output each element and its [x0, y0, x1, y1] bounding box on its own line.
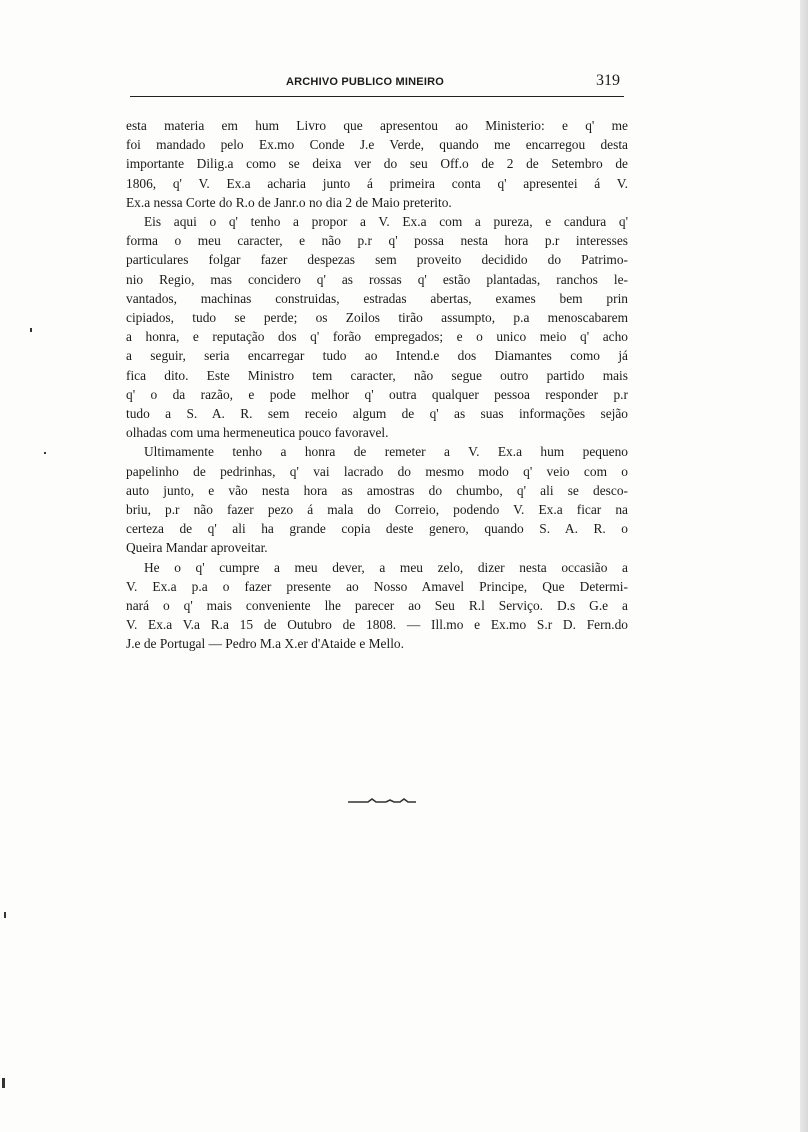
text-line: He o q' cumpre a meu dever, a meu zelo, dizer nesta occasião a [144, 559, 628, 575]
text-line: Queira Mandar aproveitar. [126, 540, 268, 556]
text-line: olhadas com uma hermeneutica pouco favoravel. [126, 425, 389, 441]
text-line: papelinho de pedrinhas, q' vai lacrado do mesmo modo q' veio com o [126, 463, 628, 479]
header-rule [130, 96, 624, 97]
text-line: V. Ex.a p.a o fazer presente ao Nosso Amavel Principe, Que Determi- [126, 578, 628, 594]
text-line: certeza de q' ali ha grande copia deste genero, quando S. A. R. o [126, 521, 628, 537]
text-line: V. Ex.a V.a R.a 15 de Outubro de 1808. — Ill.mo e Ex.mo S.r D. Fern.do [126, 617, 628, 633]
text-line: a seguir, seria encarregar tudo ao Intend.e dos Diamantes como já [126, 348, 628, 364]
text-line: foi mandado pelo Ex.mo Conde J.e Verde, quando me encarregou desta [126, 137, 628, 153]
text-line: particulares folgar fazer despezas sem proveito decidido do Patrimo- [126, 252, 628, 268]
paragraph-2 [126, 212, 628, 442]
text-line: Eis aqui o q' tenho a propor a V. Ex.a com a pureza, e candura q' [144, 214, 628, 230]
running-header [128, 72, 624, 94]
text-line: tudo a S. A. R. sem receio algum de q' as suas informações sejão [126, 406, 628, 422]
text-line: 1806, q' V. Ex.a acharia junto á primeira conta q' apresentei á V. [126, 175, 628, 191]
text-line: nará o q' mais conveniente lhe parecer ao Seu R.l Serviço. D.s G.e a [126, 598, 628, 614]
text-line: Ultimamente tenho a honra de remeter a V. Ex.a hum pequeno [144, 444, 628, 460]
text-line: auto junto, e vão nesta hora as amostras do chumbo, q' ali se desco- [126, 482, 628, 498]
text-line: importante Dilig.a como se deixa ver do seu Off.o de 2 de Setembro de [126, 156, 628, 172]
text-line: J.e de Portugal — Pedro M.a X.er d'Ataide e Mello. [126, 636, 404, 652]
page-number: 319 [596, 72, 620, 89]
edge-speck [30, 328, 32, 332]
text-line: vantados, machinas construidas, estradas abertas, exames bem prin [126, 290, 628, 306]
edge-speck [44, 452, 46, 454]
text-line: esta materia em hum Livro que apresentou ao Ministerio: e q' me [126, 118, 628, 133]
text-line: nio Regio, mas concidero q' as rossas q' estão plantadas, ranchos le- [126, 271, 628, 287]
paragraph-1 [126, 116, 628, 212]
running-header-title: ARCHIVO PUBLICO MINEIRO [286, 76, 444, 88]
edge-speck [2, 1078, 5, 1088]
text-line: forma o meu caracter, e não p.r q' possa nesta hora p.r interesses [126, 233, 628, 249]
text-line: Ex.a nessa Corte do R.o de Janr.o no dia 2 de Maio preterito. [126, 194, 452, 210]
text-line: q' o da razão, e pode melhor q' outra qualquer pessoa responder p.r [126, 386, 628, 402]
end-ornament [346, 794, 418, 808]
text-line: cipiados, tudo se perde; os Zoilos tirão assumpto, p.a menoscabarem [126, 310, 628, 326]
page-edge-shadow [800, 0, 808, 1132]
text-line: briu, p.r não fazer pezo á mala do Correio, podendo V. Ex.a ficar na [126, 502, 628, 518]
text-line: fica dito. Este Ministro tem caracter, não segue outro partido mais [126, 367, 628, 383]
paragraph-3 [126, 442, 628, 557]
paragraph-4 [126, 558, 628, 654]
edge-speck [4, 912, 6, 918]
body-text [126, 116, 628, 654]
text-line: a honra, e reputação dos q' forão empregados; e o unico meio q' acho [126, 329, 628, 345]
